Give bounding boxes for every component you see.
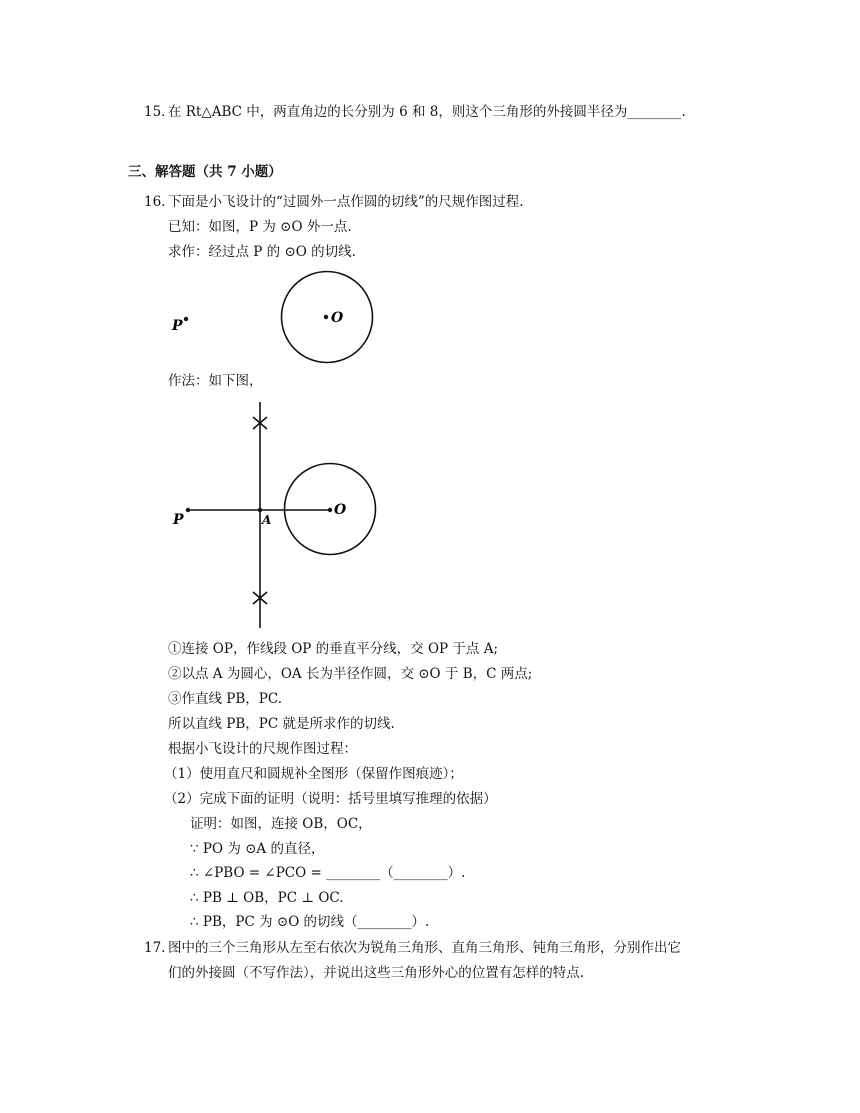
q16-intro: 下面是小飞设计的“过圆外一点作圆的切线”的尺规作图过程. xyxy=(168,194,524,210)
q16-required: 求作：经过点 P 的 ⊙O 的切线. xyxy=(168,244,356,260)
q16-proof-5: ∴ PB，PC 为 ⊙O 的切线（________）. xyxy=(190,914,430,930)
fig2-center-o xyxy=(328,508,332,512)
q17-line-2: 们的外接圆（不写作法），并说出这些三角形外心的位置有怎样的特点. xyxy=(168,965,585,981)
q15-number: 15. xyxy=(144,104,166,120)
q15-text: 在 Rt△ABC 中，两直角边的长分别为 6 和 8，则这个三角形的外接圆半径为________. xyxy=(168,104,686,120)
q16-basis: 根据小飞设计的尺规作图过程： xyxy=(168,741,357,757)
q16-conclusion: 所以直线 PB，PC 就是所求作的切线. xyxy=(168,716,395,732)
q16-proof-4: ∴ PB ⊥ OB，PC ⊥ OC. xyxy=(190,890,344,906)
q16-task-1: （1）使用直尺和圆规补全图形（保留作图痕迹）； xyxy=(164,766,463,782)
section-heading: 三、解答题（共 7 小题） xyxy=(128,164,282,180)
q16-proof-2: ∵ PO 为 ⊙A 的直径， xyxy=(190,841,325,857)
q16-given: 已知：如图，P 为 ⊙O 外一点. xyxy=(168,219,352,235)
q16-proof-3: ∴ ∠PBO = ∠PCO = ________（________）. xyxy=(190,865,466,881)
q16-task-2: （2）完成下面的证明（说明：括号里填写推理的依据） xyxy=(164,791,497,807)
fig2-point-a xyxy=(258,508,262,512)
q16-proof-1: 证明：如图，连接 OB，OC， xyxy=(190,816,372,832)
fig1-label-p: P xyxy=(172,318,183,334)
fig1-circle-o xyxy=(282,272,373,363)
fig2-circle-o xyxy=(285,464,376,555)
q16-step-3: ③作直线 PB，PC. xyxy=(168,691,283,707)
fig2-label-p: P xyxy=(173,512,184,528)
q16-step-1: ①连接 OP，作线段 OP 的垂直平分线，交 OP 于点 A; xyxy=(168,641,498,657)
fig1-center-o xyxy=(324,315,328,319)
fig2-label-a: A xyxy=(262,513,272,527)
q17-line-1: 图中的三个三角形从左至右依次为锐角三角形、直角三角形、钝角三角形，分别作出它 xyxy=(168,940,681,956)
fig2-point-p xyxy=(186,508,190,512)
fig2-arc-mark-bottom xyxy=(253,592,267,604)
fig1-point-p xyxy=(184,317,188,321)
fig2-label-o: O xyxy=(334,502,347,518)
fig1-label-o: O xyxy=(331,310,344,326)
fig2-arc-mark-top xyxy=(253,417,267,429)
q16-number: 16. xyxy=(144,194,166,210)
q16-method-label: 作法：如下图， xyxy=(168,373,263,389)
q17-number: 17. xyxy=(144,940,166,956)
q16-step-2: ②以点 A 为圆心，OA 长为半径作圆，交 ⊙O 于 B，C 两点; xyxy=(168,666,533,682)
